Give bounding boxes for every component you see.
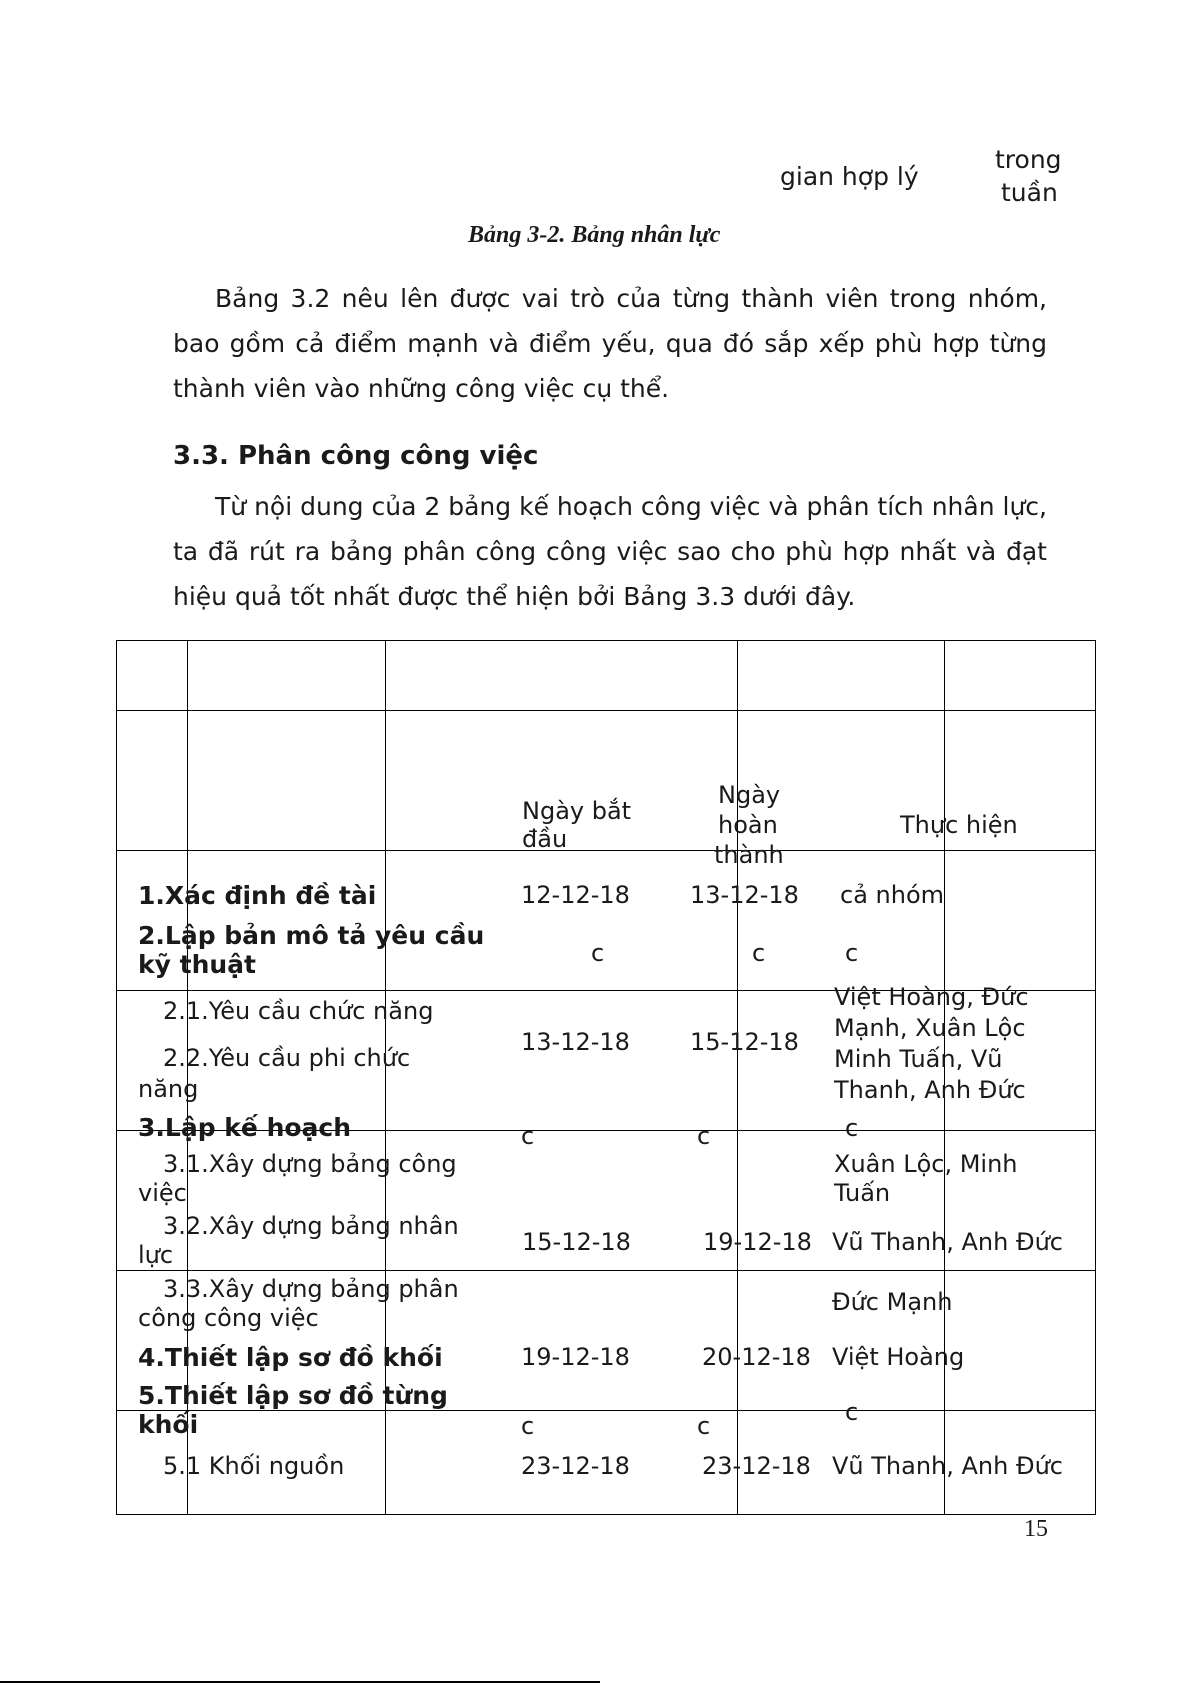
task-3-1-performer: Xuân Lộc, Minh Tuấn bbox=[834, 1150, 1018, 1207]
task-5-performer: c bbox=[845, 1398, 859, 1426]
task-3: 3.Lập kế hoạch bbox=[138, 1113, 352, 1142]
task-4-performer: Việt Hoàng bbox=[832, 1343, 965, 1371]
table-col-line-3 bbox=[737, 640, 738, 1515]
table-row-line-1 bbox=[116, 710, 1096, 711]
intro-paragraph-text: Bảng 3.2 nêu lên được vai trò của từng thành viên trong nhóm, bao gồm cả điểm mạnh và điểm yếu, qua đó sắp xếp phù hợp từng thành viên vào những công việc cụ thể. bbox=[173, 284, 1047, 403]
header-start-date-text: Ngày bắt đầu bbox=[522, 797, 632, 853]
task-2x-end: 15-12-18 bbox=[690, 1028, 799, 1056]
task-1-end: 13-12-18 bbox=[690, 881, 799, 909]
header-end-date-l3: thành bbox=[714, 841, 784, 869]
table-border-right bbox=[1095, 640, 1096, 1515]
table-border-left bbox=[116, 640, 117, 1515]
task-4-start: 19-12-18 bbox=[521, 1343, 630, 1371]
task-4-end: 20-12-18 bbox=[702, 1343, 811, 1371]
task-3-performer: c bbox=[845, 1114, 859, 1142]
task-1-performer: cả nhóm bbox=[840, 881, 945, 909]
section-heading: 3.3. Phân công công việc bbox=[173, 441, 539, 471]
task-1: 1.Xác định đề tài bbox=[138, 881, 377, 910]
task-3-2-performer: Vũ Thanh, Anh Đức bbox=[832, 1228, 1063, 1256]
task-2-start: c bbox=[591, 939, 605, 967]
header-end-date-l2: hoàn bbox=[718, 811, 778, 839]
page-number: 15 bbox=[1024, 1516, 1048, 1542]
task-2-2: 2.2.Yêu cầu phi chức năng bbox=[138, 1044, 411, 1103]
task-2x-performer: Việt Hoàng, Đức Mạnh, Xuân Lộc Minh Tuấn, Vũ Thanh, Anh Đức bbox=[834, 983, 1029, 1104]
task-5-1-end: 23-12-18 bbox=[702, 1452, 811, 1480]
header-start-date bbox=[522, 797, 672, 853]
prev-table-cell-2a: trong bbox=[995, 145, 1062, 174]
task-2x-start: 13-12-18 bbox=[521, 1028, 630, 1056]
task-5-start: c bbox=[521, 1412, 535, 1440]
task-2-end: c bbox=[752, 939, 766, 967]
intro-paragraph bbox=[173, 276, 1047, 411]
section-paragraph-text: Từ nội dung của 2 bảng kế hoạch công việc và phân tích nhân lực, ta đã rút ra bảng phân công công việc sao cho phù hợp nhất và đạt hiệu quả tốt nhất được thể hiện bởi Bảng 3.3 dưới đây. bbox=[173, 492, 1047, 611]
task-3-2: 3.2.Xây dựng bảng nhân lực bbox=[138, 1212, 459, 1269]
table-border-top bbox=[116, 640, 1096, 641]
task-3-3-performer: Đức Mạnh bbox=[832, 1288, 953, 1316]
task-2: 2.Lập bản mô tả yêu cầu kỹ thuật bbox=[138, 921, 485, 979]
header-performer: Thực hiện bbox=[900, 811, 1018, 839]
task-2-performer: c bbox=[845, 939, 859, 967]
task-3-1: 3.1.Xây dựng bảng công việc bbox=[138, 1150, 457, 1207]
task-5-1: 5.1 Khối nguồn bbox=[163, 1452, 345, 1480]
task-3-3: 3.3.Xây dựng bảng phân công công việc bbox=[138, 1275, 459, 1332]
task-5: 5.Thiết lập sơ đồ từng khối bbox=[138, 1381, 448, 1439]
table-row-line-5 bbox=[116, 1270, 1096, 1271]
task-3-start: c bbox=[521, 1122, 535, 1150]
table-border-bottom bbox=[116, 1514, 1096, 1515]
task-5-1-start: 23-12-18 bbox=[521, 1452, 630, 1480]
task-4: 4.Thiết lập sơ đồ khối bbox=[138, 1343, 443, 1372]
task-5-1-performer: Vũ Thanh, Anh Đức bbox=[832, 1452, 1063, 1480]
section-paragraph bbox=[173, 484, 1047, 619]
task-5-end: c bbox=[697, 1412, 711, 1440]
footer-rule bbox=[0, 1681, 600, 1683]
header-end-date-l1: Ngày bbox=[718, 781, 781, 809]
task-2-1: 2.1.Yêu cầu chức năng bbox=[163, 997, 434, 1025]
prev-table-cell-1: gian hợp lý bbox=[780, 162, 919, 191]
table-caption: Bảng 3-2. Bảng nhân lực bbox=[468, 222, 721, 248]
prev-table-cell-2b: tuần bbox=[1001, 178, 1058, 207]
task-3-2-end: 19-12-18 bbox=[703, 1228, 812, 1256]
task-1-start: 12-12-18 bbox=[521, 881, 630, 909]
task-3-end: c bbox=[697, 1122, 711, 1150]
task-3-2-start: 15-12-18 bbox=[522, 1228, 631, 1256]
